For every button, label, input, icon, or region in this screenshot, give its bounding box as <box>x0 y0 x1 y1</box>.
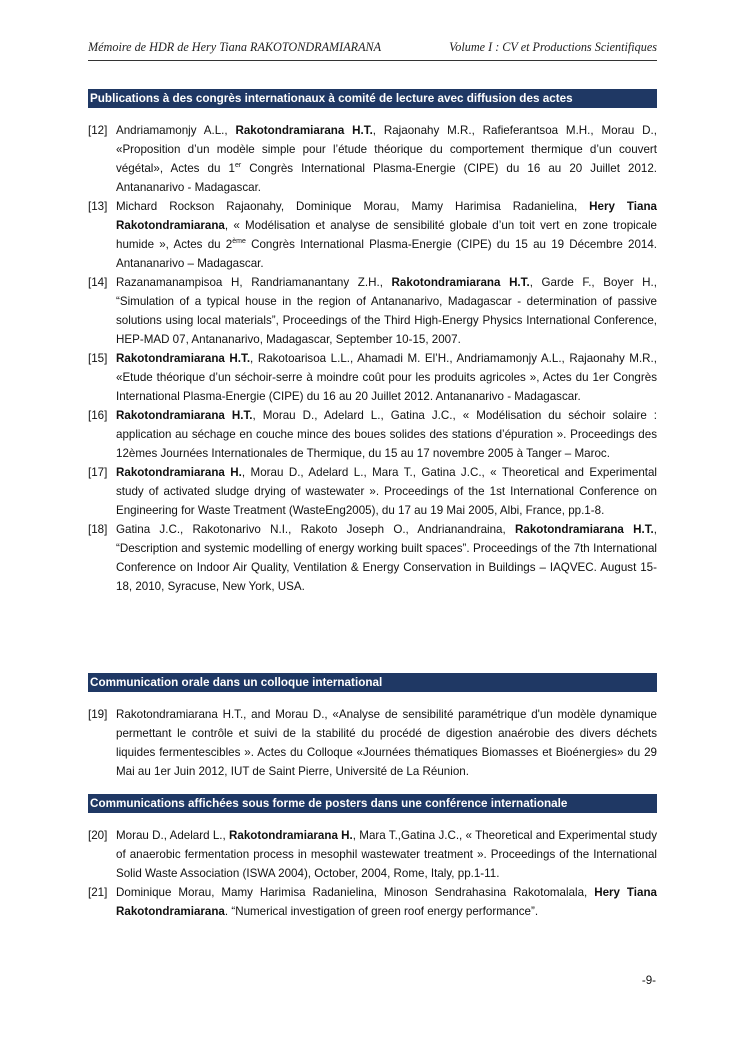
author-highlight: Rakotondramiarana H.T. <box>116 352 251 365</box>
publication-entry <box>88 197 657 273</box>
section-heading-posters: Communications affichées sous forme de posters dans une conférence internationale <box>88 794 657 813</box>
entry-number: [14] <box>88 276 108 289</box>
publication-list-communication-orale <box>88 705 657 781</box>
author-highlight: Rakotondramiarana H.T. <box>116 409 253 422</box>
publication-entry <box>88 349 657 406</box>
author-highlight: Rakotondramiarana H.T. <box>515 523 654 536</box>
entry-text: Rakotondramiarana H.T., and Morau D., «Analyse de sensibilité paramétrique d'un modèle dynamique permettant le contrôle et suivi de la stabilité du procédé de digestion anaérobie des divers déchets liquides fermentescibles ». Actes du Colloque «Journées thématiques Biomasses et Bioénergies» du 29 Mai au 1er Juin 2012, IUT de Saint Pierre, Université de La Réunion. <box>116 708 657 778</box>
entry-number: [12] <box>88 124 108 137</box>
entry-text: . “Numerical investigation of green roof energy performance”. <box>224 905 539 918</box>
entry-text: Congrès International Plasma-Energie (CIPE) du 16 au 20 Juillet 2012. Antananarivo - Madagascar. <box>116 162 658 194</box>
author-highlight: Hery Tiana Rakotondramiarana <box>116 886 657 918</box>
author-highlight: Rakotondramiarana H.T. <box>391 276 530 289</box>
header-rule <box>88 60 657 61</box>
author-highlight: Rakotondramiarana H.T. <box>235 124 373 137</box>
page-number: -9- <box>641 974 656 987</box>
entry-number: [13] <box>88 200 108 213</box>
entry-text: Andriamamonjy A.L., <box>116 124 236 137</box>
header-volume-title: Volume I : CV et Productions Scientifiques <box>449 40 657 54</box>
author-highlight: Hery Tiana Rakotondramiarana <box>116 200 657 232</box>
entry-text: , Rakotoarisoa L.L., Ahamadi M. El’H., Andriamamonjy A.L., Rajaonahy M.R., «Etude théorique d’un séchoir-serre à moindre coût pour les produits agricoles », Actes du 1er Congrès International Plasma-Energie (CIPE) du 16 au 20 Juillet 2012. Antananarivo - Madagascar. <box>116 352 657 403</box>
publication-entry <box>88 826 657 883</box>
publication-entry <box>88 705 657 781</box>
ordinal-superscript: er <box>234 162 242 170</box>
entry-number: [21] <box>88 886 108 899</box>
ordinal-superscript: ème <box>232 238 246 246</box>
entry-number: [17] <box>88 466 108 479</box>
publication-entry <box>88 273 657 349</box>
entry-text: Razanamanampisoa H, Randriamanantany Z.H., <box>116 276 392 289</box>
header-author-title: Mémoire de HDR de Hery Tiana RAKOTONDRAMIARANA <box>88 40 382 54</box>
publication-entry <box>88 463 657 520</box>
publication-entry <box>88 406 657 463</box>
publication-entry <box>88 121 657 197</box>
publication-list-posters <box>88 826 657 921</box>
publication-entry <box>88 520 657 596</box>
entry-text: Dominique Morau, Mamy Harimisa Radanielina, Minoson Sendrahasina Rakotomalala, <box>116 886 595 899</box>
entry-text: Morau D., Adelard L., <box>116 829 230 842</box>
entry-number: [20] <box>88 829 108 842</box>
entry-number: [15] <box>88 352 108 365</box>
entry-text: , Morau D., Adelard L., Gatina J.C., « Modélisation du séchoir solaire : application au séchage en couche mince des boues solides des stations d’épuration ». Proceedings des 12èmes Journées Internationales de Thermique, du 15 au 17 novembre 2005 à Tanger – Maroc. <box>116 409 657 460</box>
entry-text: , Garde F., Boyer H., “Simulation of a typical house in the region of Antananarivo, Madagascar - determination of passive solutions using local materials”, Proceedings of the Third High-Energy Physics International Conference, HEP-MAD 07, Antananarivo, Madagascar, September 10-15, 2007. <box>116 276 658 346</box>
entry-number: [16] <box>88 409 108 422</box>
publication-entry <box>88 883 657 921</box>
entry-text: , Rajaonahy M.R., Rafieferantsoa M.H., Morau D., «Proposition d’un modèle simple pour l’étude théorique du comportement thermique d’un couvert végétal», Actes du 1 <box>116 124 657 175</box>
entry-text: Gatina J.C., Rakotonarivo N.I., Rakoto Joseph O., Andrianandraina, <box>116 523 515 536</box>
entry-text: , Mara T.,Gatina J.C., « Theoretical and Experimental study of anaerobic fermentation process in mesophil wastewater treatment ». Proceedings of the International Solid Waste Association (ISWA 2004), October, 2004, Rome, Italy, pp.1-11. <box>116 829 657 880</box>
entry-number: [19] <box>88 708 108 721</box>
entry-text: Congrès International Plasma-Energie (CIPE) du 15 au 19 Décembre 2014. Antananarivo – Madagascar. <box>116 238 658 270</box>
entry-number: [18] <box>88 523 108 536</box>
running-header <box>88 40 657 60</box>
section-heading-communication-orale: Communication orale dans un colloque international <box>88 673 657 692</box>
section-heading-publications-congres: Publications à des congrès internationaux à comité de lecture avec diffusion des actes <box>88 89 657 108</box>
entry-text: , Morau D., Adelard L., Mara T., Gatina J.C., « Theoretical and Experimental study of activated sludge drying of wastewater ». Proceedings of the 1st International Conference on Engineering for Waste Treatment (WasteEng2005), du 17 au 19 Mai 2005, Albi, France, pp.1-8. <box>116 466 658 517</box>
publication-list-congres <box>88 121 657 596</box>
author-highlight: Rakotondramiarana H. <box>116 466 242 479</box>
entry-text: , “Description and systemic modelling of energy working built spaces”. Proceedings of the 7th International Conference on Indoor Air Quality, Ventilation & Energy Conservation in Buildings – IAQVEC. August 15-18, 2010, Syracuse, New York, USA. <box>116 523 658 593</box>
author-highlight: Rakotondramiarana H. <box>229 829 353 842</box>
entry-text: Michard Rockson Rajaonahy, Dominique Morau, Mamy Harimisa Radanielina, <box>116 200 590 213</box>
entry-text: , « Modélisation et analyse de sensibilité globale d’un toit vert en zone tropicale humide », Actes du 2 <box>116 219 657 251</box>
